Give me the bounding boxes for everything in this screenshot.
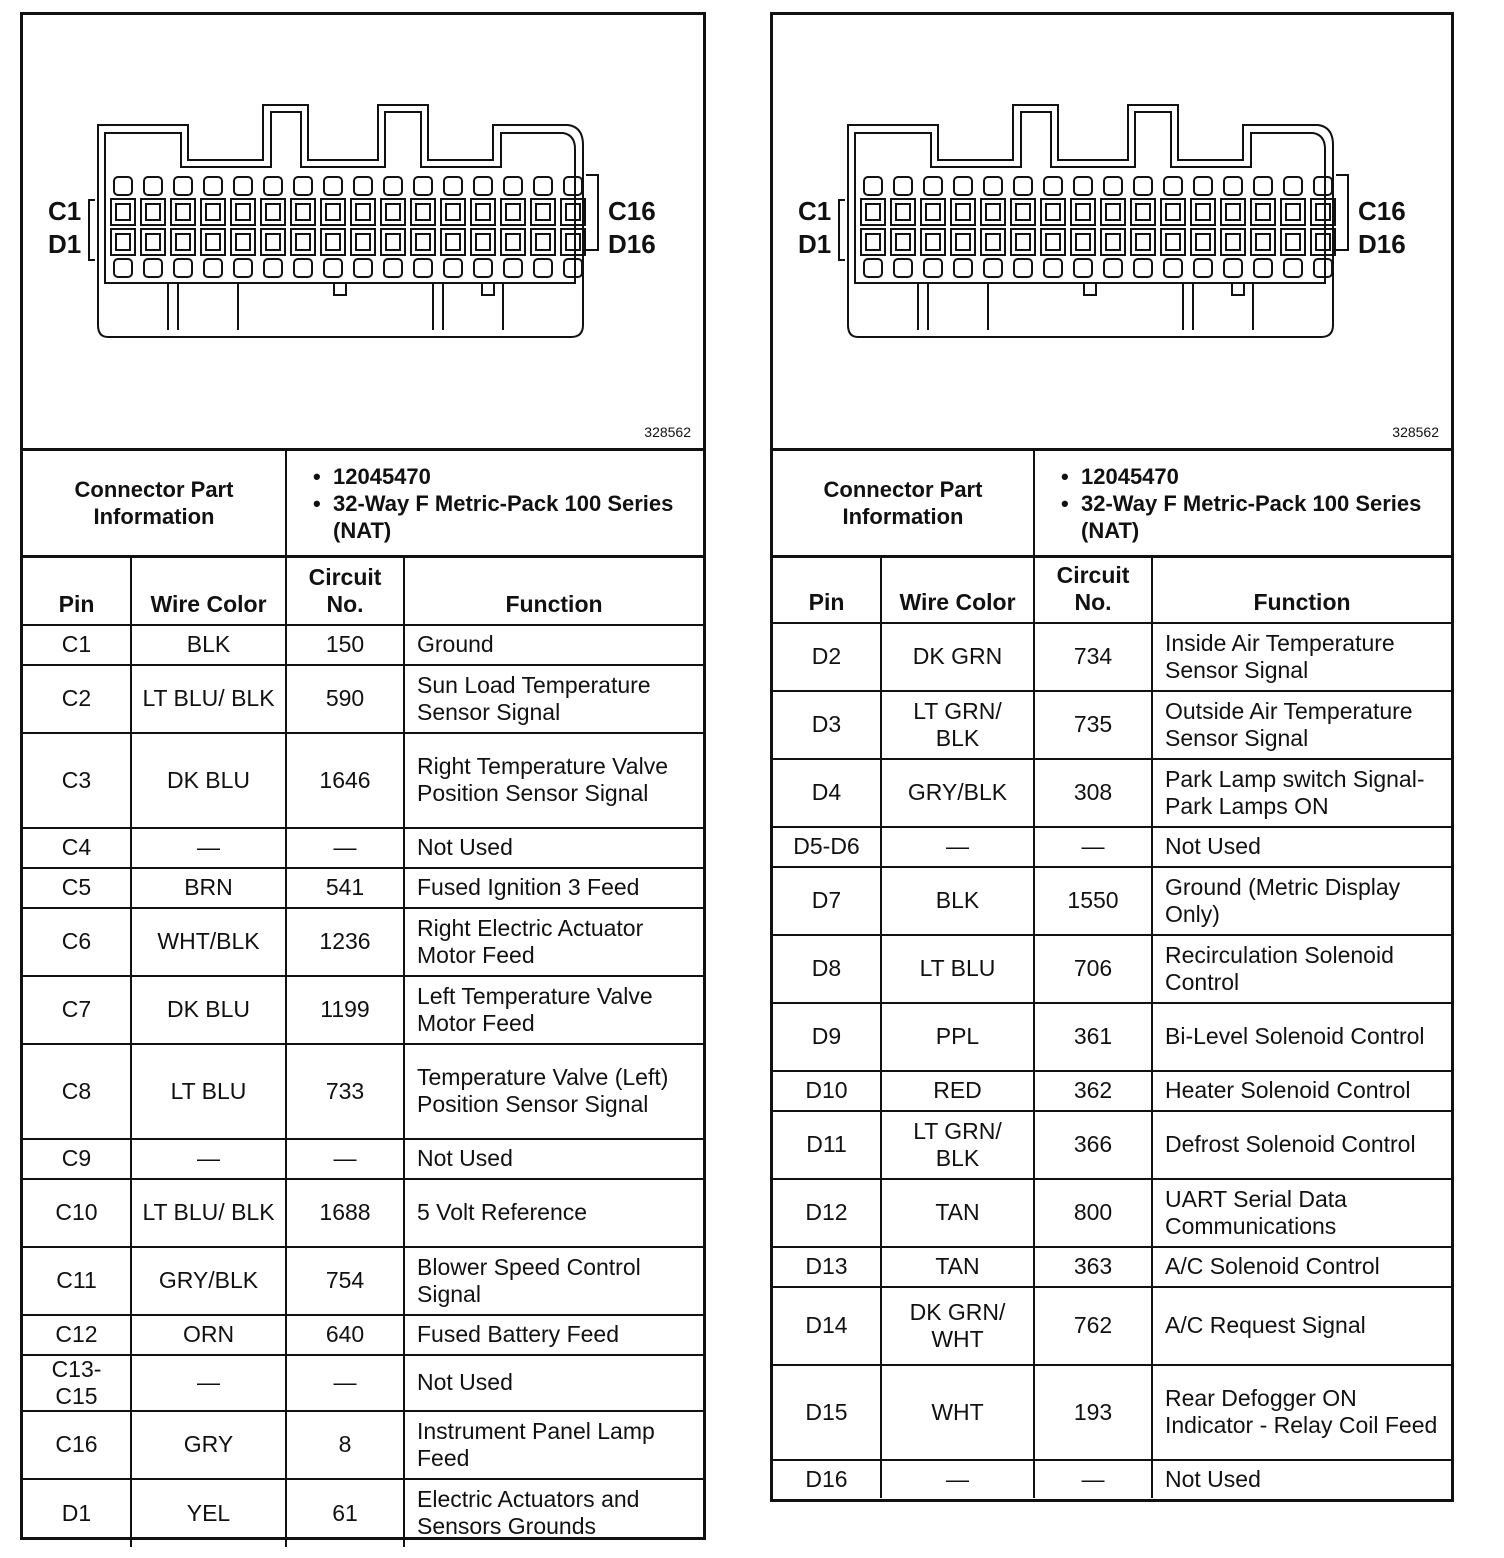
wire-color-cell: GRY/BLK — [881, 759, 1034, 827]
table-row — [23, 1179, 703, 1247]
header-function: Function — [404, 557, 703, 625]
table-row — [773, 623, 1451, 691]
function-cell: Not Used — [1152, 1460, 1451, 1498]
pin-table-right — [773, 555, 1451, 1498]
function-cell: Not Used — [404, 828, 703, 868]
pin-cell: C7 — [23, 976, 131, 1044]
circuit-cell: 762 — [1034, 1287, 1152, 1365]
pin-cell: C4 — [23, 828, 131, 868]
table-row — [23, 1139, 703, 1179]
wire-color-cell: GRY/BLK — [131, 1247, 286, 1315]
function-cell: Electric Actuators and Sensors Grounds — [404, 1479, 703, 1547]
table-row — [23, 908, 703, 976]
table-row — [773, 1179, 1451, 1247]
pin-cell: D2 — [773, 623, 881, 691]
header-circuit: Circuit No. — [1034, 557, 1152, 623]
wire-color-cell: GRY — [131, 1411, 286, 1479]
function-cell: Instrument Panel Lamp Feed — [404, 1411, 703, 1479]
circuit-cell: 590 — [286, 665, 404, 733]
table-row — [23, 1315, 703, 1355]
function-cell: Left Temperature Valve Motor Feed — [404, 976, 703, 1044]
table-row — [773, 1003, 1451, 1071]
table-row — [23, 1247, 703, 1315]
table-row — [773, 827, 1451, 867]
wire-color-cell: YEL — [131, 1479, 286, 1547]
pin-cell: C8 — [23, 1044, 131, 1139]
pin-table-left — [23, 555, 703, 1547]
circuit-cell: 1688 — [286, 1179, 404, 1247]
wire-color-cell: DK GRN — [881, 623, 1034, 691]
function-cell: A/C Solenoid Control — [1152, 1247, 1451, 1287]
pin-cell: C2 — [23, 665, 131, 733]
wire-color-cell: PPL — [881, 1003, 1034, 1071]
wire-color-cell: LT BLU/ BLK — [131, 665, 286, 733]
circuit-cell: 193 — [1034, 1365, 1152, 1460]
function-cell: Fused Battery Feed — [404, 1315, 703, 1355]
pin-cell: C12 — [23, 1315, 131, 1355]
pin-cell: C5 — [23, 868, 131, 908]
circuit-cell: 1646 — [286, 733, 404, 828]
pin-cell: C9 — [23, 1139, 131, 1179]
pin-cell: D4 — [773, 759, 881, 827]
circuit-cell: 308 — [1034, 759, 1152, 827]
table-row — [23, 733, 703, 828]
function-cell: Not Used — [404, 1139, 703, 1179]
table-row — [23, 1044, 703, 1139]
circuit-cell: 735 — [1034, 691, 1152, 759]
table-row — [23, 1411, 703, 1479]
table-row — [773, 935, 1451, 1003]
function-cell: Not Used — [1152, 827, 1451, 867]
right-panel — [770, 12, 1454, 1502]
circuit-cell: 706 — [1034, 935, 1152, 1003]
header-pin: Pin — [23, 557, 131, 625]
circuit-cell: 8 — [286, 1411, 404, 1479]
wire-color-cell: TAN — [881, 1247, 1034, 1287]
wire-color-cell: RED — [881, 1071, 1034, 1111]
pin-cell: D9 — [773, 1003, 881, 1071]
function-cell: Blower Speed Control Signal — [404, 1247, 703, 1315]
connector-info-table — [773, 451, 1451, 555]
figure-number: 328562 — [1392, 424, 1439, 440]
function-cell: Right Temperature Valve Position Sensor Signal — [404, 733, 703, 828]
circuit-cell: 1236 — [286, 908, 404, 976]
pin-label-bottom-left: D1 — [48, 229, 82, 259]
connector-info-label: Connector Part Information — [773, 451, 1034, 555]
header-pin: Pin — [773, 557, 881, 623]
circuit-cell: 541 — [286, 868, 404, 908]
function-cell: Sun Load Temperature Sensor Signal — [404, 665, 703, 733]
wire-color-cell: ORN — [131, 1315, 286, 1355]
function-cell: Defrost Solenoid Control — [1152, 1111, 1451, 1179]
figure-number: 328562 — [644, 424, 691, 440]
connector-info-values — [286, 451, 703, 555]
function-cell: Heater Solenoid Control — [1152, 1071, 1451, 1111]
pin-cell: D10 — [773, 1071, 881, 1111]
circuit-cell: 1550 — [1034, 867, 1152, 935]
wire-color-cell: LT BLU — [131, 1044, 286, 1139]
pin-cell: C6 — [23, 908, 131, 976]
pin-cell: D15 — [773, 1365, 881, 1460]
circuit-cell: — — [1034, 1460, 1152, 1498]
circuit-cell: 800 — [1034, 1179, 1152, 1247]
wire-color-cell: BLK — [881, 867, 1034, 935]
circuit-cell: 361 — [1034, 1003, 1152, 1071]
header-wire-color: Wire Color — [881, 557, 1034, 623]
pin-label-bottom-right: D16 — [608, 229, 656, 259]
header-function: Function — [1152, 557, 1451, 623]
connector-face — [23, 15, 703, 451]
pin-cell: D7 — [773, 867, 881, 935]
function-cell: Fused Ignition 3 Feed — [404, 868, 703, 908]
pin-cell: D11 — [773, 1111, 881, 1179]
circuit-cell: 362 — [1034, 1071, 1152, 1111]
table-row — [773, 1111, 1451, 1179]
function-cell: Temperature Valve (Left) Position Sensor Signal — [404, 1044, 703, 1139]
pin-cell: D12 — [773, 1179, 881, 1247]
circuit-cell: 733 — [286, 1044, 404, 1139]
pin-cell: C11 — [23, 1247, 131, 1315]
part-number: • 12045470 — [313, 463, 693, 490]
connector-info-values — [1034, 451, 1451, 555]
circuit-cell: 363 — [1034, 1247, 1152, 1287]
function-cell: Park Lamp switch Signal-Park Lamps ON — [1152, 759, 1451, 827]
pin-label-top-right: C16 — [1358, 196, 1406, 226]
table-row — [773, 1365, 1451, 1460]
function-cell: UART Serial Data Communications — [1152, 1179, 1451, 1247]
table-row — [23, 828, 703, 868]
function-cell: Right Electric Actuator Motor Feed — [404, 908, 703, 976]
wire-color-cell: — — [131, 828, 286, 868]
circuit-cell: — — [286, 828, 404, 868]
pin-cell: D14 — [773, 1287, 881, 1365]
pin-label-top-left: C1 — [48, 196, 82, 226]
table-row — [773, 867, 1451, 935]
function-cell: A/C Request Signal — [1152, 1287, 1451, 1365]
table-row — [23, 1479, 703, 1547]
function-cell: Ground (Metric Display Only) — [1152, 867, 1451, 935]
wire-color-cell: LT BLU — [881, 935, 1034, 1003]
circuit-cell: — — [1034, 827, 1152, 867]
table-row — [23, 665, 703, 733]
function-cell: 5 Volt Reference — [404, 1179, 703, 1247]
header-circuit: Circuit No. — [286, 557, 404, 625]
function-cell: Not Used — [404, 1355, 703, 1411]
table-row — [773, 1071, 1451, 1111]
table-row — [23, 1355, 703, 1411]
table-row — [23, 625, 703, 665]
table-row — [773, 759, 1451, 827]
table-row — [23, 976, 703, 1044]
wire-color-cell: DK GRN/ WHT — [881, 1287, 1034, 1365]
wire-color-cell: LT GRN/ BLK — [881, 1111, 1034, 1179]
pin-cell: D1 — [23, 1479, 131, 1547]
circuit-cell: 1199 — [286, 976, 404, 1044]
connector-info-table — [23, 451, 703, 555]
connector-face — [773, 15, 1451, 451]
function-cell: Bi-Level Solenoid Control — [1152, 1003, 1451, 1071]
wire-color-cell: BRN — [131, 868, 286, 908]
pin-cell: D3 — [773, 691, 881, 759]
header-wire-color: Wire Color — [131, 557, 286, 625]
circuit-cell: 61 — [286, 1479, 404, 1547]
function-cell: Recirculation Solenoid Control — [1152, 935, 1451, 1003]
wire-color-cell: — — [881, 1460, 1034, 1498]
pin-cell: C1 — [23, 625, 131, 665]
function-cell: Rear Defogger ON Indicator - Relay Coil Feed — [1152, 1365, 1451, 1460]
wire-color-cell: DK BLU — [131, 733, 286, 828]
pin-cell: C10 — [23, 1179, 131, 1247]
circuit-cell: 734 — [1034, 623, 1152, 691]
function-cell: Inside Air Temperature Sensor Signal — [1152, 623, 1451, 691]
circuit-cell: 150 — [286, 625, 404, 665]
wire-color-cell: — — [131, 1139, 286, 1179]
circuit-cell: 366 — [1034, 1111, 1152, 1179]
pin-cell: D13 — [773, 1247, 881, 1287]
part-description: • 32-Way F Metric-Pack 100 Series (NAT) — [1061, 490, 1441, 544]
pin-label-bottom-right: D16 — [1358, 229, 1406, 259]
function-cell: Outside Air Temperature Sensor Signal — [1152, 691, 1451, 759]
circuit-cell: 754 — [286, 1247, 404, 1315]
table-row — [23, 868, 703, 908]
table-row — [773, 1460, 1451, 1498]
pin-label-bottom-left: D1 — [798, 229, 832, 259]
connector-info-label: Connector Part Information — [23, 451, 286, 555]
wire-color-cell: WHT — [881, 1365, 1034, 1460]
pin-cell: D5-D6 — [773, 827, 881, 867]
table-row — [773, 691, 1451, 759]
circuit-cell: — — [286, 1139, 404, 1179]
table-row — [773, 1247, 1451, 1287]
wire-color-cell: — — [131, 1355, 286, 1411]
circuit-cell: — — [286, 1355, 404, 1411]
pin-cell: D8 — [773, 935, 881, 1003]
connector-diagram — [773, 15, 1451, 451]
circuit-cell: 640 — [286, 1315, 404, 1355]
connector-diagram — [23, 15, 703, 451]
pin-label-top-left: C1 — [798, 196, 832, 226]
wire-color-cell: BLK — [131, 625, 286, 665]
part-number: • 12045470 — [1061, 463, 1441, 490]
pin-cell: C13-C15 — [23, 1355, 131, 1411]
wire-color-cell: LT GRN/ BLK — [881, 691, 1034, 759]
wire-color-cell: TAN — [881, 1179, 1034, 1247]
pin-label-top-right: C16 — [608, 196, 656, 226]
function-cell: Ground — [404, 625, 703, 665]
wire-color-cell: — — [881, 827, 1034, 867]
part-description: • 32-Way F Metric-Pack 100 Series (NAT) — [313, 490, 693, 544]
left-panel — [20, 12, 706, 1540]
wire-color-cell: LT BLU/ BLK — [131, 1179, 286, 1247]
pin-cell: D16 — [773, 1460, 881, 1498]
table-row — [773, 1287, 1451, 1365]
wire-color-cell: DK BLU — [131, 976, 286, 1044]
pin-cell: C16 — [23, 1411, 131, 1479]
wire-color-cell: WHT/BLK — [131, 908, 286, 976]
pin-cell: C3 — [23, 733, 131, 828]
